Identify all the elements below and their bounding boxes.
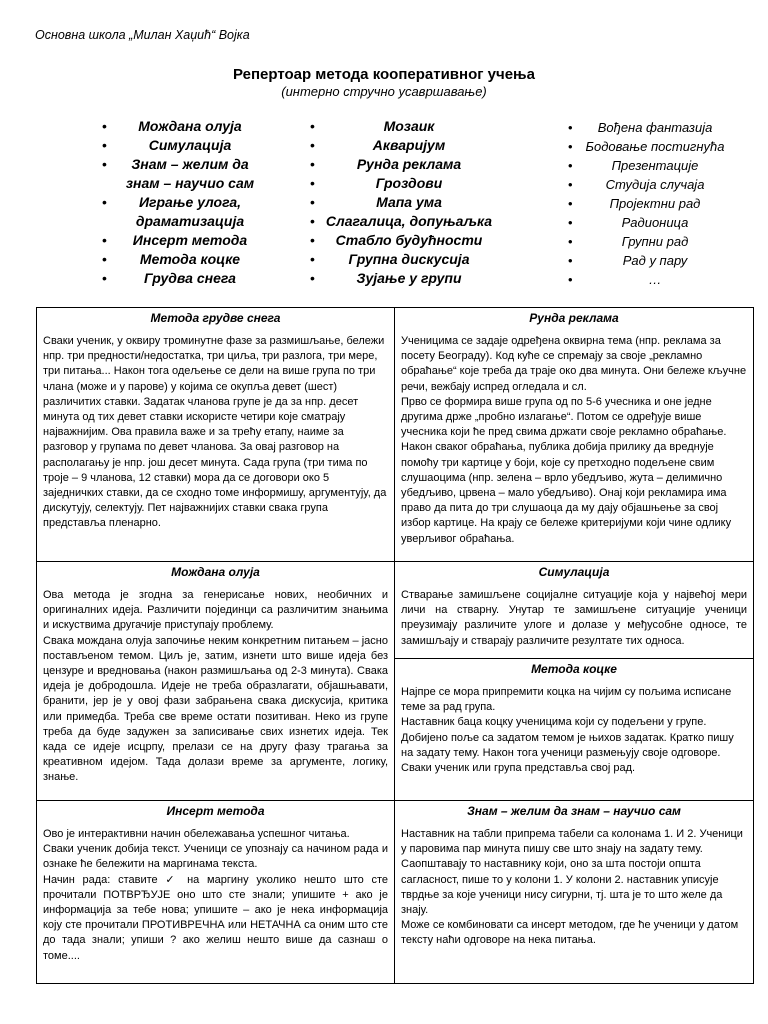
list-item: • Студија случаја <box>560 175 750 194</box>
list-item: • Играње улога, драматизација <box>96 193 264 231</box>
section-title: Метода грудве снега <box>150 311 281 325</box>
section-text: Може се комбиновати са инсерт методом, где ће ученици у датом тексту наћи одговоре на нека питања. <box>401 919 739 947</box>
section-text: Сваки ученик, у оквиру троминутне фазе за размишљање, бележи нпр. три предности/недостатка, три циља, три разлога, три мере, три питања... Након тога одељење се дели на више група по три члана (може и у парове) у којима се окупља девет (шест) различитих ставки. Задатак чланова групе је да за нпр. десет минута од тих девет ставки искористе четири које сматрају најважнијим. Ова правила важе и за трећу етапу, наиме за разговор у групама по девет чланова. За овај разговор на располагању је нпр. још десет минута. Сада група (три тима по троје – 9 чланова, 12 ставки) мора да се договори око 5 заједничких ставки, да се сходно томе информишу, аргументују, да дискутују, селектују. Пет најважнијих ставки свака група представља пленарно. <box>43 335 387 530</box>
list-item: • Зујање у групи <box>300 269 518 288</box>
list-item: • Метода коцке <box>96 250 264 269</box>
list-item: • Акваријум <box>300 136 518 155</box>
section-title: Инсерт метода <box>166 804 265 818</box>
section-simulation <box>395 562 753 658</box>
page-subtitle: (интерно стручно усавршавање) <box>281 84 487 99</box>
section-text: Ученицима се задаје одређена оквирна тема (нпр. реклама за посету Београду). Код куће се спремају за своје „рекламно обраћање“ које треба да траје око два минута. Они бележе кључне речи, вежбају испред огледала и сл. <box>401 335 747 393</box>
list-item: • Рад у пару <box>560 251 750 270</box>
list-item: • Бодовање постигнућа <box>560 137 750 156</box>
list-item: • Рунда реклама <box>300 155 518 174</box>
list-item: • Грудва снега <box>96 269 264 288</box>
section-text: Ова метода је згодна за генерисање нових, необичних и оригиналних идеја. Различити појединци са различитим знањима и искуствима другачије приступају проблему. <box>43 589 388 632</box>
section-text: Сваки ученик добија текст. Ученици се упознају са начином рада и ознаке ће бележити на маргинама текста. <box>43 843 388 871</box>
methods-table <box>36 307 754 984</box>
section-title: Симулација <box>538 565 610 579</box>
methods-list-2 <box>300 117 518 288</box>
list-item: • Мозаик <box>300 117 518 136</box>
methods-list-3 <box>560 118 750 289</box>
section-ad-round <box>395 308 753 561</box>
list-item: • Мождана олуја <box>96 117 264 136</box>
section-title: Знам – желим да знам – научио сам <box>467 804 681 818</box>
list-item: • Групна дискусија <box>300 250 518 269</box>
school-name: Основна школа „Милан Хаџић“ Војка <box>35 28 250 42</box>
section-text: Наставник баца коцку ученицима који су подељени у групе. Добијено поље са задатом темом је њихов задатак. Кратко пишу на задату тему. Након тога ученици размењују своје одговоре. Сваки ученик или група представља свој рад. <box>401 716 734 775</box>
list-item: • Знам – желим да знам – научио сам <box>96 155 264 193</box>
section-text: Стварање замишљене социјалне ситуације која у највећој мери личи на стварну. Унутар те замишљене ситуације ученици преузимају различите улоге и долазе у међусобне односе, те замишљају и стварају различите резултате тих односа. <box>401 589 747 647</box>
section-snowball <box>37 308 394 561</box>
list-item: • Мапа ума <box>300 193 518 212</box>
list-item: • Вођена фантазија <box>560 118 750 137</box>
section-text: Наставник на табли припрема табели са колонама 1. И 2. Ученици у паровима пар минута пишу све што знају на задату тему. Саопштавају то наставнику који, оно за шта постоји општа сагласност, пише то у колони 1. У колони 2. наставник уписује тврдње за које ученици нису сигурни, тј. шта је то што желе да знају. <box>401 828 743 917</box>
list-item: • … <box>560 270 750 289</box>
section-title: Мождана олуја <box>171 565 260 579</box>
list-item: • Симулација <box>96 136 264 155</box>
section-text: Начин рада: ставите ✓ на маргину уколико нешто што сте прочитали ПОТВРЂУЈЕ оно што сте знали; упишите + ако је информација за тебе нова; упишите – ако је нека информација коју сте прочитали ПРОТИВРЕЧНА или НЕТАЧНА са оним што сте до тада знали; упиши ? ако желиш нешто више да сазнаш о томе.... <box>43 873 388 962</box>
section-cube <box>395 659 753 800</box>
list-item: • Гроздови <box>300 174 518 193</box>
list-item: • Групни рад <box>560 232 750 251</box>
list-item: • Презентације <box>560 156 750 175</box>
section-kwl <box>395 801 753 983</box>
section-text: Прво се формира више група од по 5-6 учесника и оне једне другима држе „пробно излагање“. Потом се одређује више учесника који ће пред свима држати своје рекламно обраћање. Након сваког обраћања, публика добија прилику да вреднује помоћу три картице у боји, које су претходно подељене свим слушаоцима (нпр. зелена – врло убедљиво, жута – делимично убедљиво, црвена – мало убедљиво). Онај који рекламира има право да пита до три слушаоца да му дају објашњење за свој избор картице. На крају се бележе критеријуми који чине одлику уверљивог обраћања. <box>401 395 732 545</box>
list-item: • Инсерт метода <box>96 231 264 250</box>
section-text: Ово је интерактивни начин обележавања успешног читања. <box>43 828 350 840</box>
methods-list-1 <box>96 117 264 288</box>
section-text: Свака мождана олуја започиње неким конкретним питањем – јасно постављеном темом. Циљ је, затим, изнети што више идеја без цензуре и вредновања (након размишљања од 2-3 минута). Свака идеја је добродошла. Идеје не треба образлагати, објашњавати, бранити, јер је у овој фази забрањена свака дискусија, критика или примедба. Треба све време остати позитиван. Неко из групе треба да буде задужен за записивање свих изнетих идеја. Тек када се идеје исцрпу, прелази се на другу фазу трагања за креативном идејом. Тада долази време за аргументе, логику, знање. <box>43 634 388 784</box>
list-item: • Стабло будућности <box>300 231 518 250</box>
section-brainstorm <box>37 562 394 800</box>
list-item: • Пројектни рад <box>560 194 750 213</box>
page-title: Репертоар метода кооперативног учења <box>232 66 535 83</box>
section-text: Најпре се мора припремити коцка на чијим су пољима исписане теме за рад група. <box>401 686 732 714</box>
list-item: • Слагалица, допуњаљка <box>300 212 518 231</box>
section-title: Рунда реклама <box>529 311 619 325</box>
section-insert <box>37 801 394 983</box>
section-title: Метода коцке <box>531 662 617 676</box>
list-item: • Радионица <box>560 213 750 232</box>
